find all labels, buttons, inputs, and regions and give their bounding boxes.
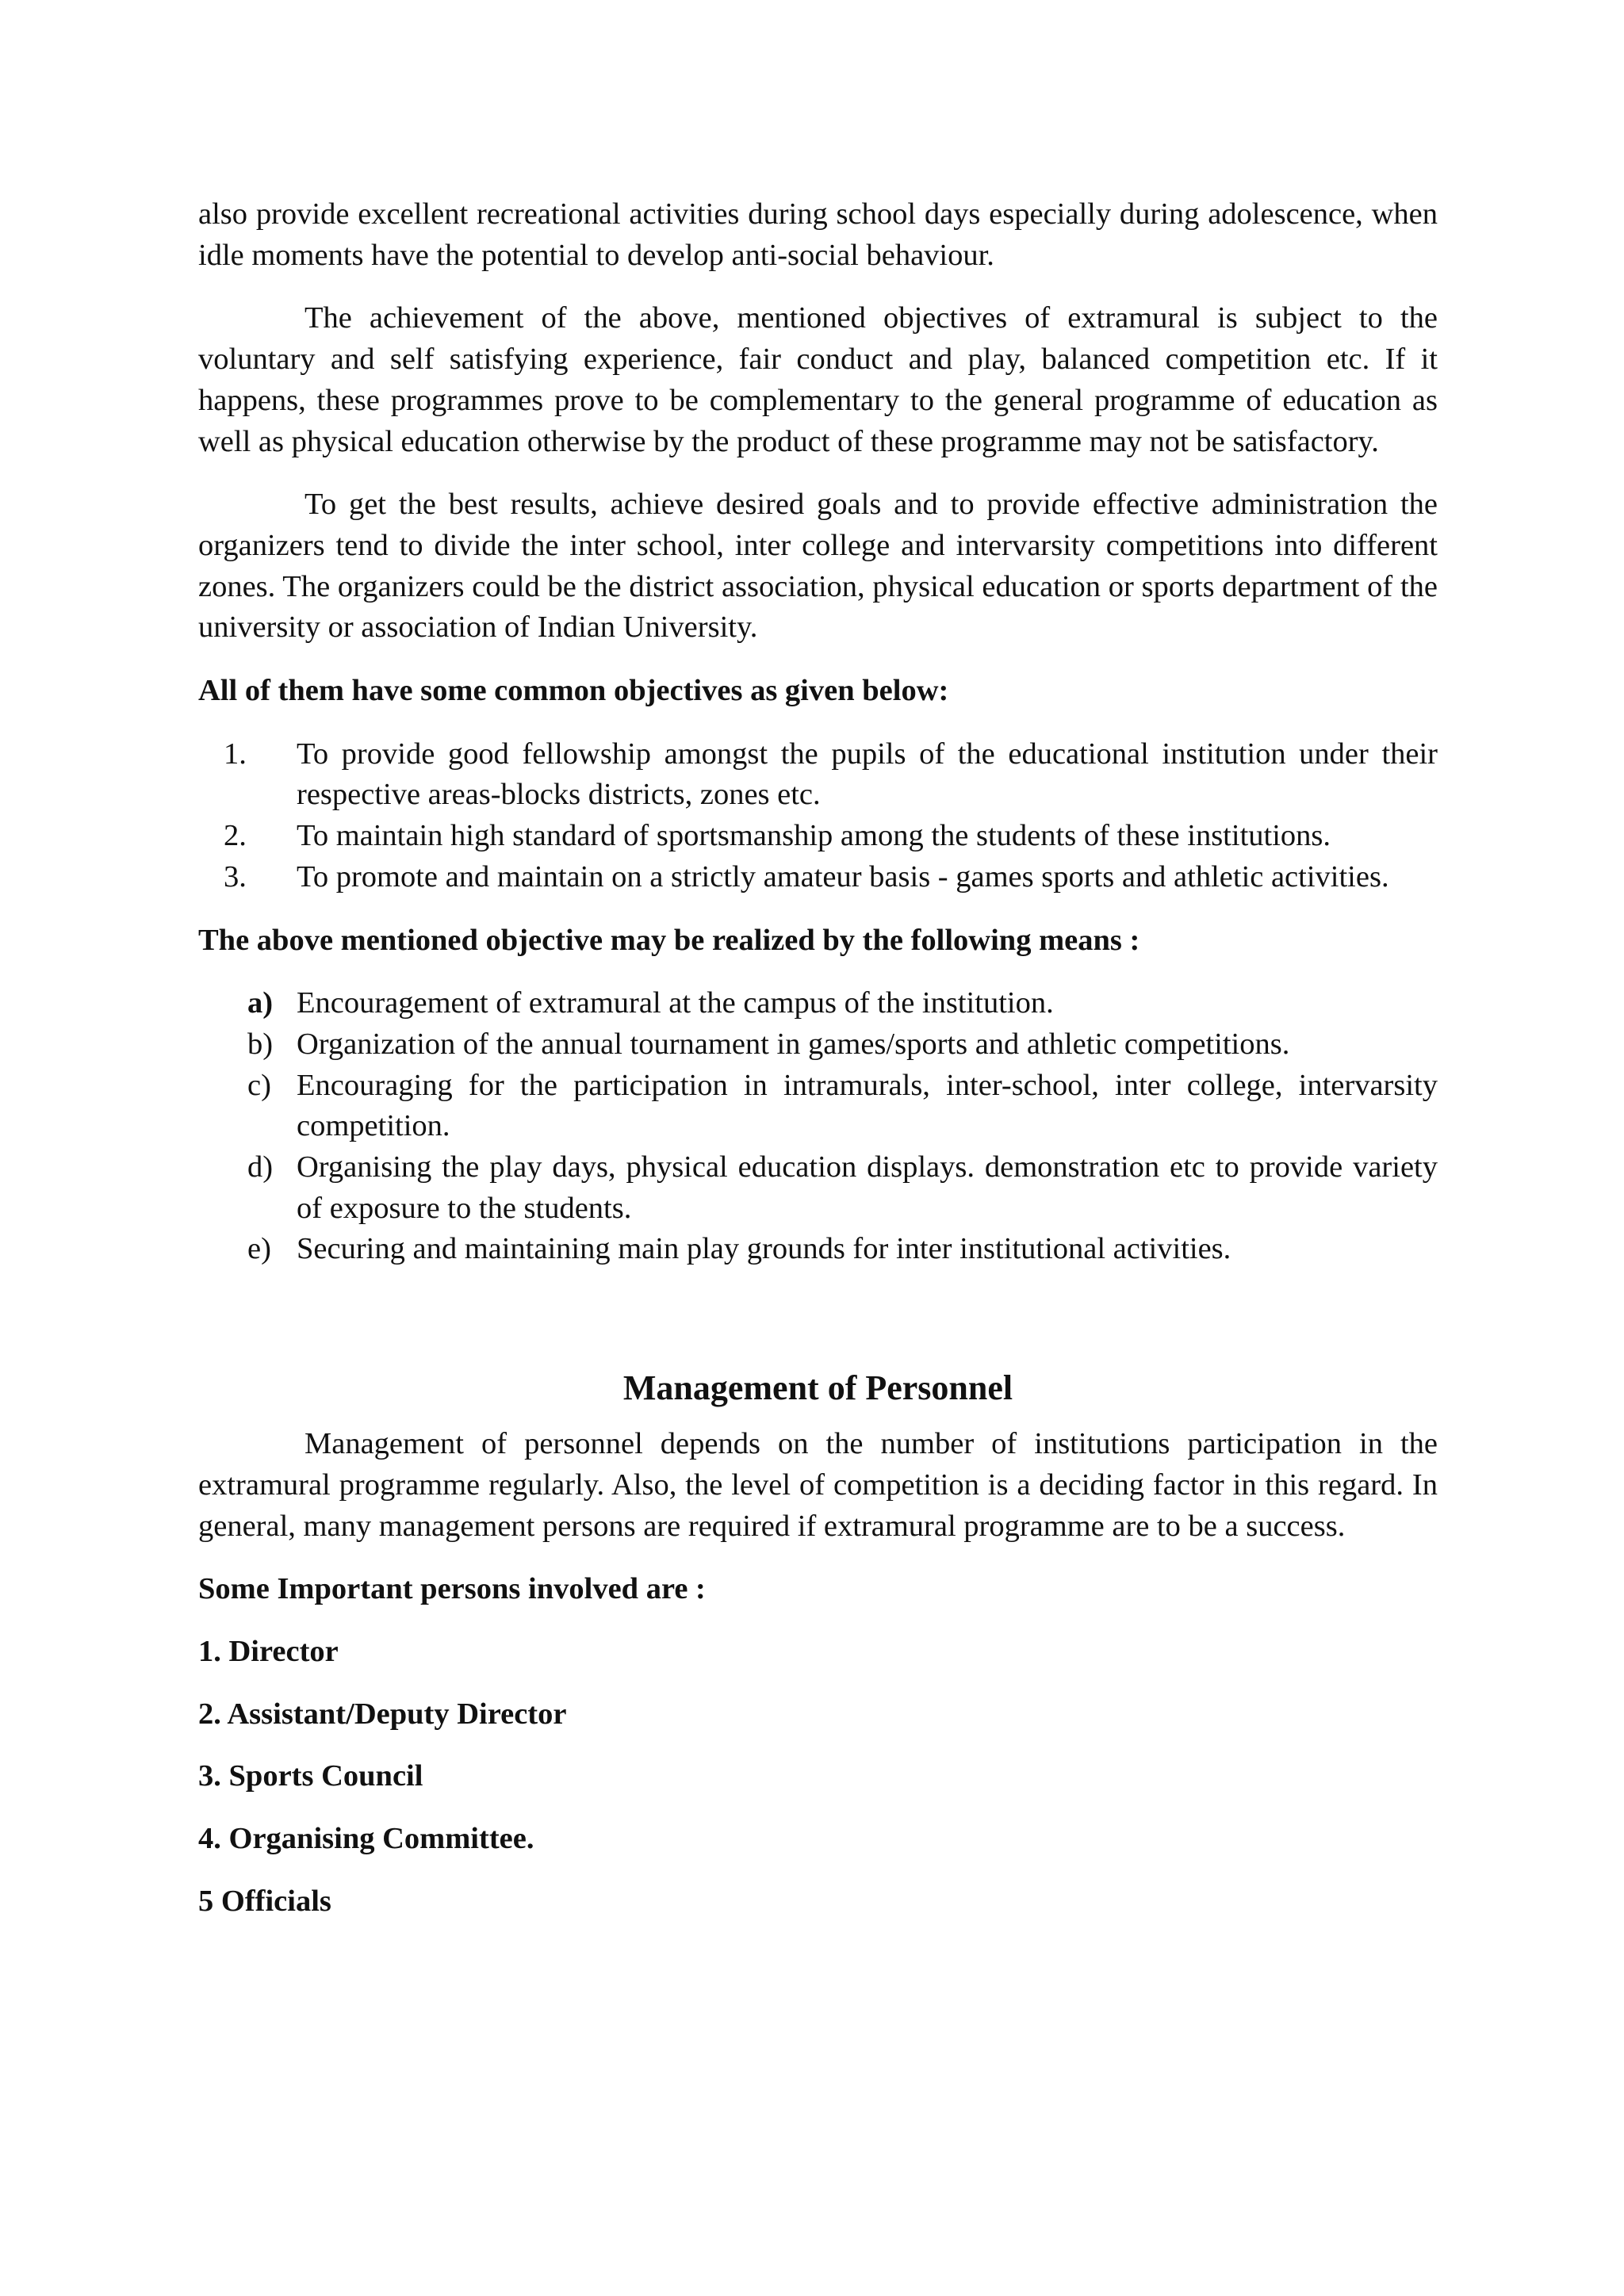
list-item-label: b) xyxy=(247,1027,274,1061)
means-list xyxy=(198,983,1438,1270)
list-item-text: Encouragement of extramural at the campus of the institution. xyxy=(297,986,1054,1020)
list-item xyxy=(198,816,1438,857)
list-item-text: Encouraging for the participation in intramurals, inter-school, inter college, intervarsity competition. xyxy=(297,1068,1438,1143)
person-item-director: 1. Director xyxy=(198,1634,339,1668)
list-item xyxy=(198,1229,1438,1270)
list-item-text: Organising the play days, physical education displays. demonstration etc to provide variety of exposure to the students. xyxy=(297,1150,1438,1225)
list-item-label: c) xyxy=(247,1068,271,1102)
list-item xyxy=(198,734,1438,816)
person-item-deputy-director: 2. Assistant/Deputy Director xyxy=(198,1697,567,1731)
list-item-text: Organization of the annual tournament in games/sports and athletic competitions. xyxy=(297,1027,1290,1061)
list-item-text: To promote and maintain on a strictly amateur basis - games sports and athletic activities. xyxy=(297,859,1389,894)
page-content xyxy=(198,194,1438,1923)
list-item-label: e) xyxy=(247,1232,271,1266)
persons-heading: Some Important persons involved are : xyxy=(198,1572,706,1606)
persons-list xyxy=(198,1632,1438,1923)
list-item-label: a) xyxy=(247,986,274,1020)
objectives-heading: All of them have some common objectives as given below: xyxy=(198,674,949,708)
paragraph-recreational: also provide excellent recreational activities during school days especially during adolescence, when idle moments have the potential to develop anti-social behaviour. xyxy=(198,197,1438,272)
list-item xyxy=(198,1024,1438,1066)
list-item-text: Securing and maintaining main play grounds for inter institutional activities. xyxy=(297,1232,1231,1266)
list-item-number: 1. xyxy=(224,737,247,771)
section-title: Management of Personnel xyxy=(622,1368,1013,1408)
objectives-list xyxy=(198,734,1438,898)
list-item-text: To maintain high standard of sportsmanship among the students of these institutions. xyxy=(297,819,1331,853)
person-item-sports-council: 3. Sports Council xyxy=(198,1759,423,1793)
person-item-organising-committee: 4. Organising Committee. xyxy=(198,1822,534,1856)
list-item-label: d) xyxy=(247,1150,274,1184)
list-item-text: To provide good fellowship amongst the pupils of the educational institution under their respective areas-blocks districts, zones etc. xyxy=(297,737,1438,812)
paragraph-management: Management of personnel depends on the number of institutions participation in the extramural programme regularly. Also, the level of competition is a deciding factor in this regard. In general, many management persons are required if extramural programme are to be a success. xyxy=(198,1427,1438,1543)
paragraph-objectives-achievement: The achievement of the above, mentioned objectives of extramural is subject to the voluntary and self satisfying experience, fair conduct and play, balanced competition etc. If it happens, these programmes prove to be complementary to the general programme of education as well as physical education otherwise by the product of these programme may not be satisfactory. xyxy=(198,301,1438,458)
person-item-officials: 5 Officials xyxy=(198,1884,331,1918)
list-item-number: 3. xyxy=(224,859,247,894)
paragraph-zones: To get the best results, achieve desired goals and to provide effective administration the organizers tend to divide the inter school, inter college and intervarsity competitions into different zones. The organizers could be the district association, physical education or sports department of the university or association of Indian University. xyxy=(198,488,1438,645)
list-item-number: 2. xyxy=(224,819,247,853)
list-item xyxy=(198,1066,1438,1147)
list-item xyxy=(198,983,1438,1024)
list-item xyxy=(198,1147,1438,1229)
list-item xyxy=(198,857,1438,898)
means-heading: The above mentioned objective may be realized by the following means : xyxy=(198,923,1140,957)
